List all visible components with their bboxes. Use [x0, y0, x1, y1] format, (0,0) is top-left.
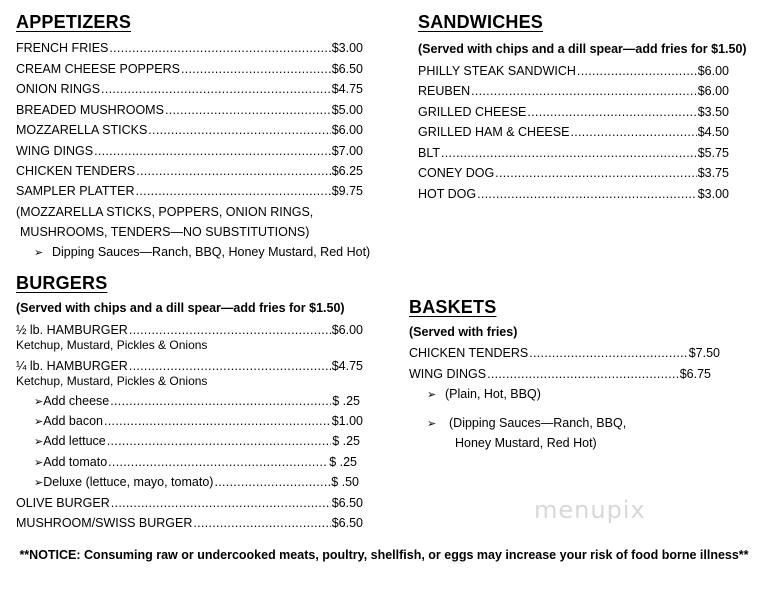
sandwiches-section: [418, 12, 747, 212]
menu-item: BREADED MUSHROOMS ..... $5.00: [16, 104, 363, 117]
menupix-watermark: menupix: [534, 496, 646, 524]
arrow-bullet-icon: ➢: [34, 436, 44, 448]
arrow-bullet-icon: ➢: [427, 389, 437, 401]
item-description: Ketchup, Mustard, Pickles & Onions: [16, 374, 208, 388]
addon-item: ➢ Add bacon ..... $1.00: [34, 415, 363, 428]
sauces-line: Honey Mustard, Red Hot): [455, 436, 597, 450]
menu-item: FRENCH FRIES ..... $3.00: [16, 42, 363, 55]
burgers-subtitle: (Served with chips and a dill spear—add fries for $1.50): [16, 301, 345, 315]
sampler-note: (MOZZARELLA STICKS, POPPERS, ONION RINGS,: [16, 205, 314, 219]
menu-item: SAMPLER PLATTER ..... $9.75: [16, 185, 363, 198]
addon-item: ➢ Add lettuce ..... $ .25: [34, 435, 360, 448]
menu-item: ½ lb. HAMBURGER ..... $6.00: [16, 324, 363, 337]
menu-item: GRILLED HAM & CHEESE ..... $4.50: [418, 126, 729, 139]
burgers-title: BURGERS: [16, 273, 108, 293]
food-safety-notice: **NOTICE: Consuming raw or undercooked meats, poultry, shellfish, or eggs may increase your risk of food borne illness**: [19, 548, 749, 562]
item-description: Ketchup, Mustard, Pickles & Onions: [16, 338, 208, 352]
arrow-bullet-icon: ➢: [34, 416, 44, 428]
menu-item: BLT ..... $5.75: [418, 147, 729, 160]
baskets-title: BASKETS: [409, 297, 497, 317]
arrow-bullet-icon: ➢: [427, 418, 437, 430]
sandwiches-subtitle: (Served with chips and a dill spear—add fries for $1.50): [418, 42, 747, 56]
menu-item: HOT DOG ..... $3.00: [418, 188, 729, 201]
menu-item: MUSHROOM/SWISS BURGER ..... $6.50: [16, 517, 363, 530]
menu-item: PHILLY STEAK SANDWICH ..... $6.00: [418, 65, 729, 78]
sauces-line: ➢ (Dipping Sauces—Ranch, BBQ,: [427, 416, 627, 430]
appetizers-section: [16, 12, 371, 262]
flavors-line: ➢ (Plain, Hot, BBQ): [427, 387, 541, 401]
sampler-note: MUSHROOMS, TENDERS—NO SUBSTITUTIONS): [20, 225, 310, 239]
sauces-line: ➢ Dipping Sauces—Ranch, BBQ, Honey Mustard, Red Hot): [34, 245, 371, 259]
arrow-bullet-icon: ➢: [34, 396, 44, 408]
arrow-bullet-icon: ➢: [34, 477, 44, 489]
addon-item: ➢ Add tomato ..... $ .25: [34, 456, 357, 469]
baskets-section: [409, 297, 739, 457]
menu-item: CHICKEN TENDERS ..... $6.25: [16, 165, 363, 178]
menu-item: WING DINGS ..... $6.75: [409, 368, 711, 381]
menu-item: ¼ lb. HAMBURGER ..... $4.75: [16, 360, 363, 373]
menu-item: CONEY DOG ..... $3.75: [418, 167, 729, 180]
arrow-bullet-icon: ➢: [34, 247, 44, 259]
sandwiches-title: SANDWICHES: [418, 12, 544, 32]
arrow-bullet-icon: ➢: [34, 457, 44, 469]
menu-item: WING DINGS ..... $7.00: [16, 145, 363, 158]
menu-item: CHICKEN TENDERS ..... $7.50: [409, 347, 720, 360]
menu-item: OLIVE BURGER ..... $6.50: [16, 497, 363, 510]
menu-item: GRILLED CHEESE ..... $3.50: [418, 106, 729, 119]
addon-item: ➢ Deluxe (lettuce, mayo, tomato) ..... $ .50: [34, 476, 359, 489]
appetizers-title: APPETIZERS: [16, 12, 132, 32]
baskets-subtitle: (Served with fries): [409, 325, 518, 339]
menu-item: REUBEN ..... $6.00: [418, 85, 729, 98]
burgers-section: [16, 273, 366, 535]
menu-item: ONION RINGS ..... $4.75: [16, 83, 363, 96]
addon-item: ➢ Add cheese ..... $ .25: [34, 395, 360, 408]
menu-item: MOZZARELLA STICKS ..... $6.00: [16, 124, 363, 137]
menu-item: CREAM CHEESE POPPERS ..... $6.50: [16, 63, 363, 76]
